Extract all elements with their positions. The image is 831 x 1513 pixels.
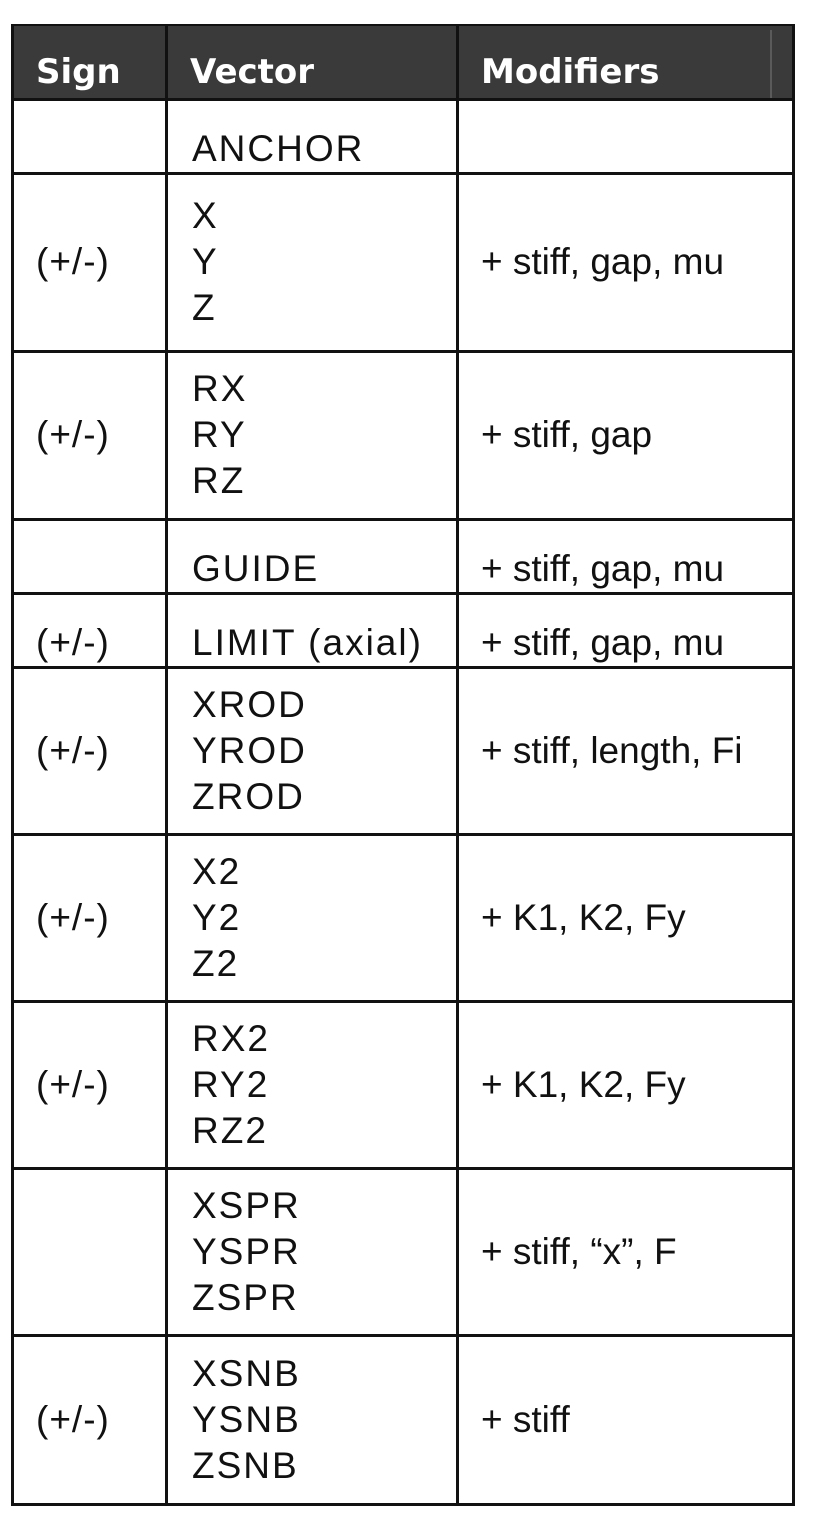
sign-cell: (+/-) bbox=[13, 593, 167, 667]
sign-cell: (+/-) bbox=[13, 351, 167, 519]
modifiers-cell: + stiff, “x”, F bbox=[458, 1168, 794, 1335]
modifiers-cell: + K1, K2, Fy bbox=[458, 1001, 794, 1168]
vector-cell bbox=[167, 1168, 458, 1335]
vector-line: RX bbox=[192, 368, 248, 409]
modifiers-cell: + stiff, gap, mu bbox=[458, 593, 794, 667]
vector-line: ZSPR bbox=[192, 1276, 299, 1318]
sign-cell: (+/-) bbox=[13, 667, 167, 834]
vector-cell bbox=[167, 1001, 458, 1168]
vector-cell bbox=[167, 519, 458, 593]
vector-line: YROD bbox=[192, 729, 307, 771]
modifiers-cell: + stiff, gap, mu bbox=[458, 519, 794, 593]
vector-line: Z2 bbox=[192, 942, 240, 984]
vector-line: GUIDE bbox=[192, 547, 320, 589]
vector-line: ZROD bbox=[192, 775, 305, 817]
table-row bbox=[13, 1168, 794, 1335]
sign-cell: (+/-) bbox=[13, 1001, 167, 1168]
modifiers-cell bbox=[458, 99, 794, 173]
vector-cell bbox=[167, 173, 458, 351]
vector-line: XSNB bbox=[192, 1352, 301, 1394]
vector-line: RX2 bbox=[192, 1017, 270, 1059]
sign-cell: (+/-) bbox=[13, 834, 167, 1001]
vector-line: RY2 bbox=[192, 1063, 270, 1105]
table-row bbox=[13, 834, 794, 1001]
header-sign: Sign bbox=[13, 25, 167, 99]
vector-line: Z bbox=[192, 287, 217, 328]
vector-cell bbox=[167, 667, 458, 834]
vector-line: X2 bbox=[192, 850, 242, 892]
sign-cell bbox=[13, 519, 167, 593]
vector-line: LIMIT (axial) bbox=[192, 621, 423, 663]
vector-cell bbox=[167, 99, 458, 173]
modifiers-cell: + stiff, gap, mu bbox=[458, 173, 794, 351]
vector-cell bbox=[167, 593, 458, 667]
table-row bbox=[13, 593, 794, 667]
table-body bbox=[13, 99, 794, 1504]
modifiers-cell: + stiff, length, Fi bbox=[458, 667, 794, 834]
vector-cell bbox=[167, 834, 458, 1001]
sign-cell: (+/-) bbox=[13, 1335, 167, 1504]
modifiers-cell: + K1, K2, Fy bbox=[458, 834, 794, 1001]
table-row bbox=[13, 351, 794, 519]
header-modifiers: Modifiers bbox=[458, 25, 794, 99]
vector-line: XSPR bbox=[192, 1184, 301, 1226]
table-header bbox=[13, 25, 794, 99]
vector-line: YSPR bbox=[192, 1230, 301, 1272]
table-row bbox=[13, 1335, 794, 1504]
table-row bbox=[13, 99, 794, 173]
header-row bbox=[13, 25, 794, 99]
vector-line: YSNB bbox=[192, 1398, 301, 1440]
table-row bbox=[13, 173, 794, 351]
modifiers-cell: + stiff bbox=[458, 1335, 794, 1504]
sign-cell: (+/-) bbox=[13, 173, 167, 351]
vector-line: XROD bbox=[192, 683, 307, 725]
table-row bbox=[13, 519, 794, 593]
modifiers-cell: + stiff, gap bbox=[458, 351, 794, 519]
vector-line: ANCHOR bbox=[192, 127, 365, 169]
vector-line: RZ2 bbox=[192, 1109, 268, 1151]
vector-line: ZSNB bbox=[192, 1444, 299, 1486]
vector-line: Y bbox=[192, 241, 219, 282]
sign-cell bbox=[13, 1168, 167, 1335]
restraint-types-table bbox=[11, 24, 795, 1506]
vector-line: RZ bbox=[192, 460, 246, 501]
table-row bbox=[13, 1001, 794, 1168]
table-row bbox=[13, 667, 794, 834]
header-vector: Vector bbox=[167, 25, 458, 99]
vector-line: X bbox=[192, 195, 219, 236]
vector-line: RY bbox=[192, 414, 247, 455]
sign-cell bbox=[13, 99, 167, 173]
vector-cell bbox=[167, 351, 458, 519]
vector-line: Y2 bbox=[192, 896, 242, 938]
vector-cell bbox=[167, 1335, 458, 1504]
